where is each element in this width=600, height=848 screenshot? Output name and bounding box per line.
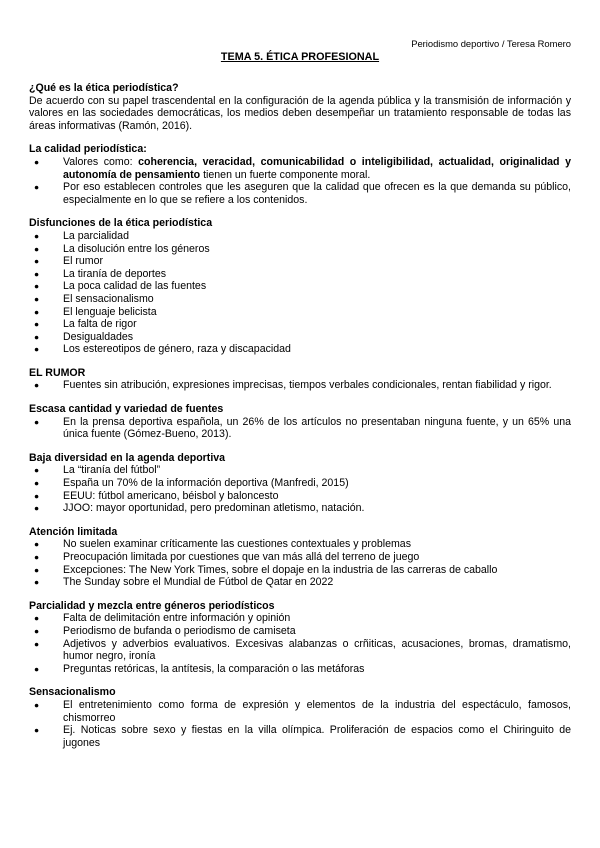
list-item: ● España un 70% de la información deportiva (Manfredi, 2015) <box>29 477 571 490</box>
document-body <box>29 82 571 760</box>
list-item: ● Los estereotipos de género, raza y discapacidad <box>29 343 571 356</box>
list-item: ● Por eso establecen controles que les aseguren que la calidad que ofrecen es la que demanda su público, especialmente en lo que se refiere a los contenidos. <box>29 181 571 206</box>
section-heading: Disfunciones de la ética periodística <box>29 217 213 230</box>
section-heading: EL RUMOR <box>29 366 86 379</box>
section-agenda-diversity <box>29 452 571 515</box>
list-item: ● La poca calidad de las fuentes <box>29 280 571 293</box>
section-what-is-ethics <box>29 82 571 132</box>
bullet-list <box>29 699 571 749</box>
section-sensationalism <box>29 686 571 749</box>
list-item: ● Adjetivos y adverbios evaluativos. Excesivas alabanzas o crñiticas, acusaciones, bromas, dramatismo, humor negro, ironía <box>29 638 571 663</box>
list-item: ● The Sunday sobre el Mundial de Fútbol de Qatar en 2022 <box>29 576 571 589</box>
list-item: ● La tiranía de deportes <box>29 268 571 281</box>
list-item: ● El entretenimiento como forma de expresión y elementos de la industria del espectáculo, famosos, chismorreo <box>29 699 571 724</box>
section-heading: Escasa cantidad y variedad de fuentes <box>29 403 224 416</box>
list-item: ● La “tiranía del fútbol” <box>29 464 571 477</box>
bullet-list <box>29 612 571 675</box>
section-heading: Atención limitada <box>29 525 118 538</box>
list-item: ● No suelen examinar críticamente las cuestiones contextuales y problemas <box>29 538 571 551</box>
list-item: ● La parcialidad <box>29 230 571 243</box>
bullet-list <box>29 416 571 441</box>
section-heading: Sensacionalismo <box>29 686 116 699</box>
list-item: ● El sensacionalismo <box>29 293 571 306</box>
section-partiality <box>29 600 571 676</box>
bold-values: coherencia, veracidad, comunicabilidad o inteligibilidad, actualidad, originalidad y autonomía de pensamiento <box>63 155 571 181</box>
bullet-list <box>29 230 571 356</box>
list-item: ● Preocupación limitada por cuestiones que van más allá del terreno de juego <box>29 551 571 564</box>
section-quality <box>29 143 571 206</box>
bullet-list <box>29 156 571 206</box>
section-heading: ¿Qué es la ética periodística? <box>29 82 179 94</box>
document-title: TEMA 5. ÉTICA PROFESIONAL <box>220 51 380 63</box>
bullet-list <box>29 379 571 392</box>
list-item: ● EEUU: fútbol americano, béisbol y baloncesto <box>29 490 571 503</box>
list-item: ● JJOO: mayor oportunidad, pero predominan atletismo, natación. <box>29 502 571 515</box>
list-item: ● Periodismo de bufanda o periodismo de camiseta <box>29 625 571 638</box>
list-item: ● Desigualdades <box>29 331 571 344</box>
list-item: ● Ej. Noticas sobre sexo y fiestas en la villa olímpica. Proliferación de espacios como el Chiringuito de jugones <box>29 724 571 749</box>
bullet-list <box>29 464 571 514</box>
list-item: ● La falta de rigor <box>29 318 571 331</box>
list-item: ● Fuentes sin atribución, expresiones imprecisas, tiempos verbales condicionales, rentan fiabilidad y rigor. <box>29 379 571 392</box>
section-heading: Parcialidad y mezcla entre géneros periodísticos <box>29 599 275 612</box>
list-item: ● Excepciones: The New York Times, sobre el dopaje en la industria de las carreras de caballo <box>29 564 571 577</box>
list-item: ● La disolución entre los géneros <box>29 243 571 256</box>
section-rumor <box>29 367 571 392</box>
section-dysfunctions <box>29 217 571 356</box>
running-header: Periodismo deportivo / Teresa Romero <box>411 38 571 49</box>
list-item: ● En la prensa deportiva española, un 26% de los artículos no presentaban ninguna fuente, y un 65% una única fuente (Gómez-Bueno, 2013). <box>29 416 571 441</box>
paragraph: De acuerdo con su papel trascendental en la configuración de la agenda pública y la transmisión de información y valores en las sociedades democráticas, los medios deben desempeñar un tratamiento responsable de todas las áreas informativas (Ramón, 2016). <box>29 94 571 132</box>
list-item: ● Falta de delimitación entre información y opinión <box>29 612 571 625</box>
section-heading: La calidad periodística: <box>29 143 147 156</box>
list-item: ● El lenguaje belicista <box>29 306 571 319</box>
list-item: ● El rumor <box>29 255 571 268</box>
section-limited-attention <box>29 526 571 589</box>
section-sources <box>29 403 571 441</box>
bullet-list <box>29 538 571 588</box>
list-item: ● Valores como: coherencia, veracidad, comunicabilidad o inteligibilidad, actualidad, originalidad y autonomía de pensamiento tienen un fuerte componente moral. <box>29 156 571 181</box>
section-heading: Baja diversidad en la agenda deportiva <box>29 451 226 464</box>
list-item: ● Preguntas retóricas, la antítesis, la comparación o las metáforas <box>29 663 571 676</box>
